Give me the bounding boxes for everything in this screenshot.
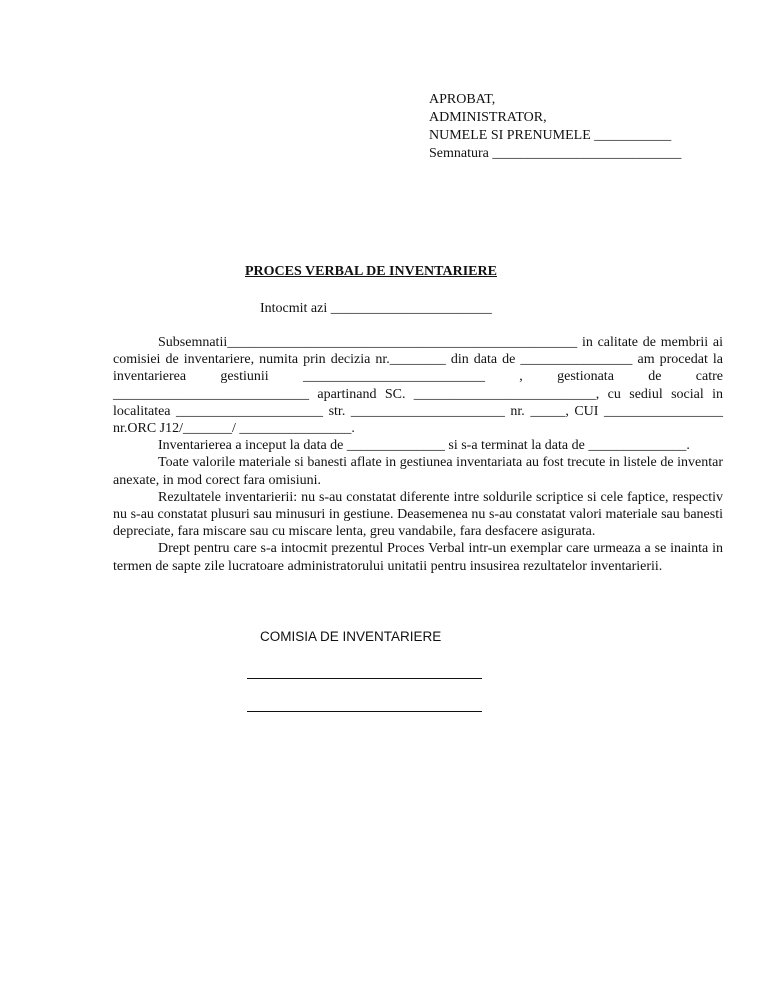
name-field-label: NUMELE SI PRENUMELE ___________ (429, 128, 672, 143)
paragraph-results: Rezultatele inventarierii: nu s-au constatat diferente intre soldurile scriptice si cele faptice, respectiv nu s-au constatat plusuri sau minusuri in gestiune. Deasemenea nu s-au constatat valori materiale sau banesti depreciate, fara miscare sau cu miscare lenta, greu vandabile, fara desfacere asigurata. (113, 489, 723, 540)
paragraph-dates: Inventarierea a inceput la data de ______________ si s-a terminat la data de ______________. (158, 438, 690, 454)
drafted-date-line: Intocmit azi _______________________ (260, 301, 492, 316)
approval-block (429, 91, 681, 163)
signature-line-2 (247, 711, 482, 712)
document-body (113, 334, 723, 575)
paragraph-values: Toate valorile materiale si banesti aflate in gestiunea inventariata au fost trecute in listele de inventar anexate, in mod corect fara omisiuni. (113, 455, 723, 488)
paragraph-members: Subsemnatii__________________________________________________ in calitate de membrii ai comisiei de inventariere, numita prin decizia nr.________ din data de ________________ am procedat la inventarierea gestiunii __________________________ , gestionata de catre ____________________________ apartinand SC. __________________________, cu sediul social in localitatea _____________________ str. ______________________ nr. _____, CUI _________________ nr.ORC J12/_______/ ________________. (113, 335, 723, 437)
commission-heading: COMISIA DE INVENTARIERE (260, 629, 442, 644)
administrator-label: ADMINISTRATOR, (429, 110, 547, 125)
paragraph-conclusion: Drept pentru care s-a intocmit prezentul Proces Verbal intr-un exemplar care urmeaza a se inainta in termen de sapte zile lucratoare administratorului unitatii pentru insusirea rezultatelor inventarierii. (113, 541, 723, 574)
approval-label: APROBAT, (429, 92, 496, 107)
signature-line-1 (247, 678, 482, 679)
signature-field-label: Semnatura ___________________________ (429, 146, 682, 161)
page-title: PROCES VERBAL DE INVENTARIERE (245, 264, 497, 279)
